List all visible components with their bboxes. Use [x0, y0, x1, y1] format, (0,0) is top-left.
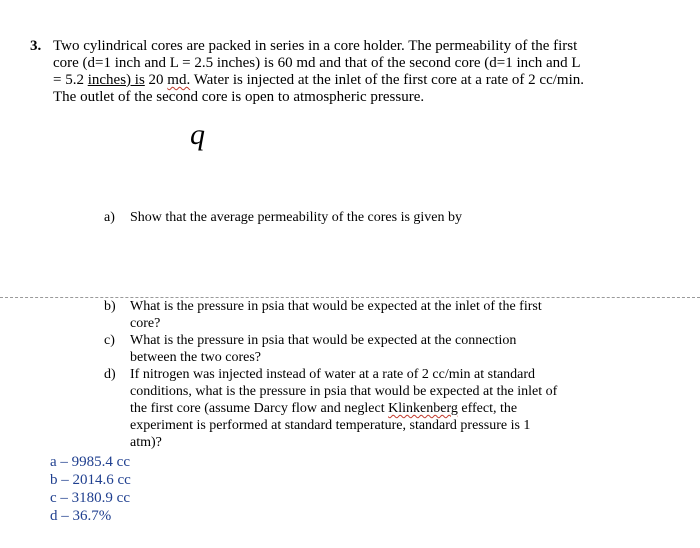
part-a-marker: a): [104, 210, 115, 225]
spellcheck-md: md.: [167, 72, 191, 88]
question-line-3-pre: = 5.2: [53, 72, 88, 88]
part-c-text-1: What is the pressure in psia that would be expected at the connection: [130, 333, 517, 348]
part-d-text-3-pre: the first core (assume Darcy flow and neglect: [130, 401, 389, 416]
answer-b: b – 2014.6 cc: [50, 472, 131, 488]
part-d-text-3: [130, 401, 517, 417]
part-b-text-2: core?: [130, 316, 161, 331]
flow-rate-symbol: q: [190, 118, 205, 151]
underlined-inches: inches) is: [87, 72, 145, 88]
part-d-text-5: atm)?: [130, 435, 162, 450]
question-line-4: The outlet of the second core is open to atmospheric pressure.: [53, 89, 425, 105]
part-d-text-3-post: effect, the: [457, 401, 518, 416]
question-line-3: [53, 72, 584, 89]
part-d-text-2: conditions, what is the pressure in psia that would be expected at the inlet of: [130, 384, 558, 399]
part-c-marker: c): [104, 333, 115, 348]
answer-a: a – 9985.4 cc: [50, 454, 130, 470]
answer-c: c – 3180.9 cc: [50, 490, 130, 506]
part-d-text-4: experiment is performed at standard temperature, standard pressure is 1: [130, 418, 531, 433]
part-b-marker: b): [104, 299, 116, 314]
part-b-text-1: What is the pressure in psia that would be expected at the inlet of the first: [130, 299, 542, 314]
part-a-text: Show that the average permeability of the cores is given by: [130, 210, 463, 225]
page-divider: [0, 297, 700, 298]
question-line-1: Two cylindrical cores are packed in series in a core holder. The permeability of the first: [53, 38, 578, 54]
part-c-text-2: between the two cores?: [130, 350, 261, 365]
question-line-2: core (d=1 inch and L = 2.5 inches) is 60 md and that of the second core (d=1 inch and L: [53, 55, 581, 71]
part-d-text-1: If nitrogen was injected instead of water at a rate of 2 cc/min at standard: [130, 367, 536, 382]
question-line-3-post: Water is injected at the inlet of the first core at a rate of 2 cc/min.: [190, 72, 584, 88]
part-d-marker: d): [104, 367, 116, 382]
spellcheck-klinkenberg: Klinkenberg: [388, 401, 458, 416]
question-line-3-mid: 20: [144, 72, 168, 88]
answer-d: d – 36.7%: [50, 508, 112, 524]
question-number: 3.: [30, 38, 42, 54]
